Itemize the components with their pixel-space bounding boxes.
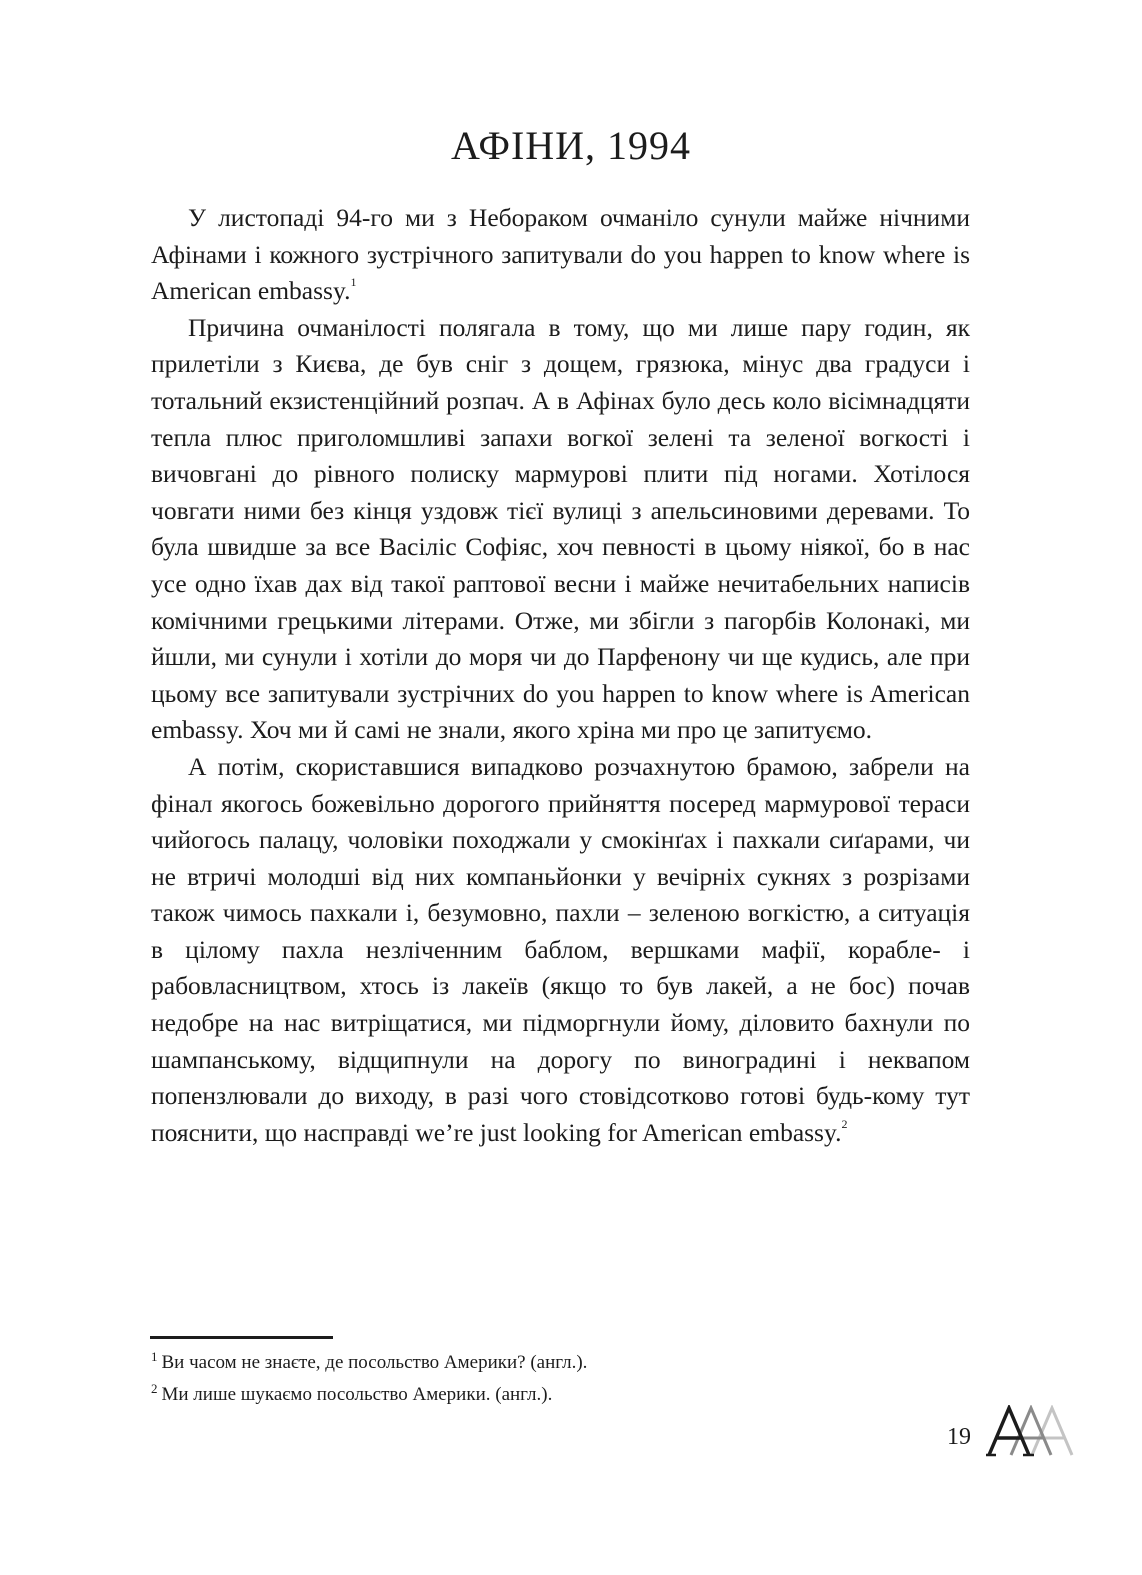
paragraph-text: Причина очманілості полягала в тому, що ми лише пару годин, як прилетіли з Києва, де був сніг з дощем, грязюка, мінус два градуси і тотальний екзистенційний розпач. А в Афінах було десь коло вісімнадцяти тепла плюс приголомшливі запахи вогкої зелені та зеленої вогкості і вичовгані до рівного полиску мармурові плити під ногами. Хотілося човгати ними без кінця уздовж тієї вулиці з апельсиновими деревами. То була швидше за все Васіліс Софіяс, хоч певності в цьому ніякої, бо в нас усе одно їхав дах від такої раптової весни і майже нечитабельних написів комічними грецькими літерами. Отже, ми збігли з пагорбів Колонакі, ми йшли, ми сунули і хотіли до моря чи до Парфенону чи ще кудись, але при цьому все запитували зустрічних do you happen to know where is American embassy. Хоч ми й самі не знали, якого хріна ми про це запитуємо. xyxy=(151,312,970,745)
paragraph xyxy=(151,749,970,1152)
paragraph-text: А потім, скориставшися випадково розчахнутою брамою, забрели на фінал якогось божевільно дорогого прийняття посеред мармурової тераси чийогось палацу, чоловіки походжали у смокінґах і пахкали сиґарами, чи не втричі молодші від них компаньйонки у вечірніх сукнях з розрізами також чимось пахкали і, безумовно, пахли – зеленою вогкістю, а ситуація в цілому пахла незліченним баблом, вершками мафії, корабле- і рабовласництвом, хтось із лакеїв (якщо то був лакей, а не бос) почав недобре на нас витріщатися, ми підморгнули йому, діловито бахнули по шампанському, відщипнули на дорогу по виноградині і неквапом попензлювали до виходу, в разі чого стовідсотково готові будь-кому тут пояснити, що насправді we’re just looking for American embassy. xyxy=(151,751,970,1147)
paragraph-text: У листопаді 94-го ми з Небораком очманіло сунули майже нічними Афінами і кожного зустрічного запитували do you happen to know where is American embassy. xyxy=(151,203,970,306)
footnote-marker: 1 xyxy=(151,1349,158,1364)
footnote-reference: 1 xyxy=(350,275,357,290)
footnotes xyxy=(151,1347,971,1411)
body-text xyxy=(151,200,970,1151)
paragraph xyxy=(151,200,970,310)
publisher-logo-icon xyxy=(986,1405,1084,1457)
paragraph xyxy=(151,310,970,749)
footnote-marker: 2 xyxy=(151,1381,158,1396)
footnote xyxy=(151,1347,971,1379)
footnote-text: Ми лише шукаємо посольство Америки. (англ.). xyxy=(161,1384,553,1405)
footnote-text: Ви часом не знаєте, де посольство Америки? (англ.). xyxy=(161,1352,588,1373)
footnote-divider xyxy=(150,1336,333,1339)
page-number: 19 xyxy=(947,1424,971,1450)
chapter-title: АФІНИ, 1994 xyxy=(450,123,692,168)
footnote-reference: 2 xyxy=(841,1116,848,1131)
footnote xyxy=(151,1379,971,1411)
